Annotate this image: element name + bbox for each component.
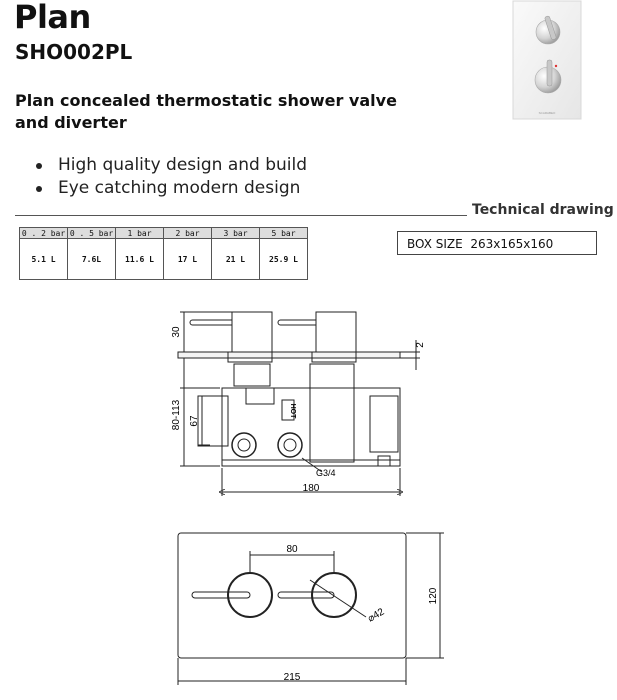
product-description: Plan concealed thermostatic shower valve and diverter [15,91,397,132]
flow-cell: 25.9 L [260,239,308,280]
dim-height: 120 [428,587,439,605]
flow-rate-table [19,227,308,280]
front-view-drawing [170,525,460,695]
technical-drawing-heading: Technical drawing [472,202,614,218]
flow-cell: 17 L [164,239,212,280]
section-rule [15,215,467,216]
product-title: Plan [14,0,91,36]
dim-inlet: 67 [189,415,200,427]
product-photo [512,0,582,120]
dim-width: 180 [302,483,320,494]
dim-depth: 80-113 [171,399,182,431]
flow-cell: 5.1 L [20,239,68,280]
pressure-cell: 1 bar [116,228,164,239]
pressure-cell: 5 bar [260,228,308,239]
photo-brand-text: SCARABEO [538,111,556,115]
dim-spacing: 80 [286,544,298,555]
dim-front-width: 215 [283,672,301,683]
pressure-cell: 3 bar [212,228,260,239]
flow-cell: 7.6L [68,239,116,280]
flow-cell: 11.6 L [116,239,164,280]
dim-diameter: ⌀42 [366,606,387,625]
dim-top: 30 [171,326,182,338]
product-code: SHO002PL [15,40,133,64]
flow-cell: 21 L [212,239,260,280]
pressure-cell: 0 . 5 bar [68,228,116,239]
pressure-cell: 2 bar [164,228,212,239]
side-view-drawing [150,300,440,505]
box-size-value: 263x165x160 [470,237,554,251]
feature-list [36,154,307,200]
pressure-cell: 0 . 2 bar [20,228,68,239]
feature-item: High quality design and build [36,154,307,177]
dim-plate: 2 [415,342,426,348]
cover-plate [178,352,400,358]
box-size-label: BOX SIZE [407,237,463,251]
box-size [397,231,597,255]
thread-label: G3/4 [316,468,336,478]
hot-label: HOT [289,403,296,419]
feature-item: Eye catching modern design [36,177,307,200]
